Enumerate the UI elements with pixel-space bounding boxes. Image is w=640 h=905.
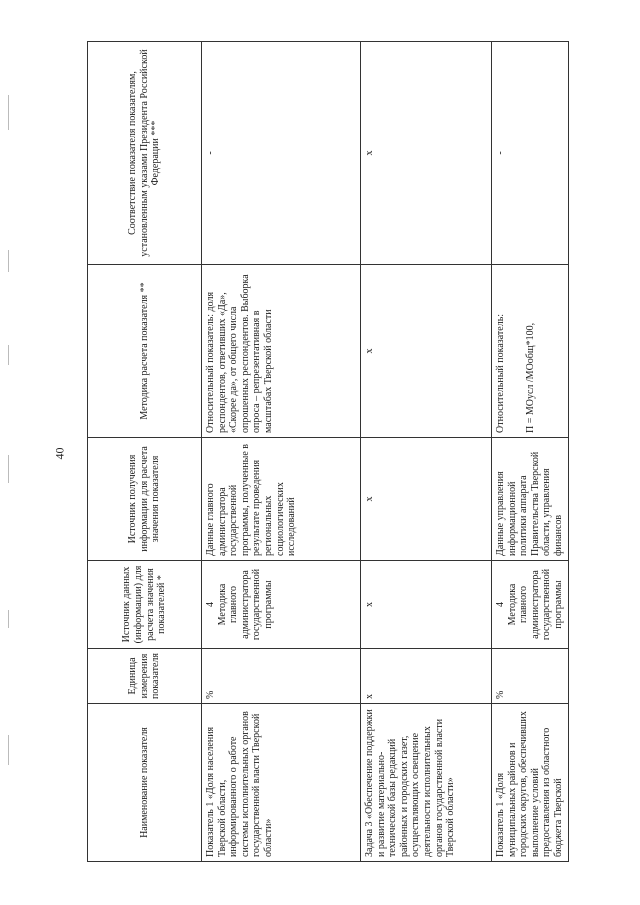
row3-name: Показатель 1 «Доля муниципальных районов и городских округов, обеспечивших выполнение условий предоставления из областного бюджета Тверской — [492, 704, 569, 862]
page-number: 40 — [52, 447, 67, 460]
row3-method-intro: Относительный показатель: — [495, 313, 506, 433]
row1-source-text: Методика главного администратора государственной программы — [216, 568, 274, 641]
header-data-source: Источник данных (информации) для расчета значения показателей * — [88, 561, 202, 649]
table-row — [492, 42, 569, 862]
row1-name: Показатель 1 «Доля населения Тверской области, информированного о работе системы исполнительных органов государственной власти Тверской области» — [202, 704, 361, 862]
row2-method: x — [361, 265, 492, 438]
header-indicator-name: Наименование показателя — [88, 704, 202, 862]
indicators-table — [87, 41, 569, 862]
table-row — [202, 42, 361, 862]
row3-source-text: Методика главного администратора государственной программы — [506, 568, 564, 641]
row3-origin: Данные управления информационной политики аппарата Правительства Тверской области, управления финансов — [492, 438, 569, 561]
row3-compliance: - — [492, 42, 569, 265]
row1-method: Относительный показатель: доля респондентов, ответивших «Да», «Скорее да», от общего числа опрошенных респондентов. Выборка опроса – репрезентативная в масштабах Тверской области — [202, 265, 361, 438]
header-info-origin: Источник получения информации для расчета значения показателя — [88, 438, 202, 561]
scan-edge-marks — [8, 0, 12, 905]
header-unit: Единица измерения показателя — [88, 649, 202, 704]
row3-source — [492, 561, 569, 649]
row1-origin: Данные главного администратора государственной программы, полученные в результате проведения региональных социологических исследований — [202, 438, 361, 561]
row1-compliance: - — [202, 42, 361, 265]
row3-method — [492, 265, 569, 438]
row1-unit: % — [202, 649, 361, 704]
row2-source: x — [361, 561, 492, 649]
row2-name: Задача 3 «Обеспечение поддержки и развитие материально-технической базы редакций районных и городских газет, осуществляющих освещение деятельности исполнительных органов государственной власти Тверской области» — [361, 704, 492, 862]
row3-unit: % — [492, 649, 569, 704]
rotated-table-container — [87, 42, 564, 862]
row2-compliance: x — [361, 42, 492, 265]
row1-source — [202, 561, 361, 649]
header-row — [88, 42, 202, 862]
table-row — [361, 42, 492, 862]
header-compliance: Соответствие показателя показателям, установленным указами Президента Российской Федерации *** — [88, 42, 202, 265]
row1-source-num: 4 — [205, 602, 216, 607]
row3-source-num: 4 — [495, 602, 506, 607]
row2-origin: x — [361, 438, 492, 561]
row2-unit: x — [361, 649, 492, 704]
header-method: Методика расчета показателя ** — [88, 265, 202, 438]
row3-method-formula: П = МОусл /МОобщ*100, — [524, 322, 536, 433]
